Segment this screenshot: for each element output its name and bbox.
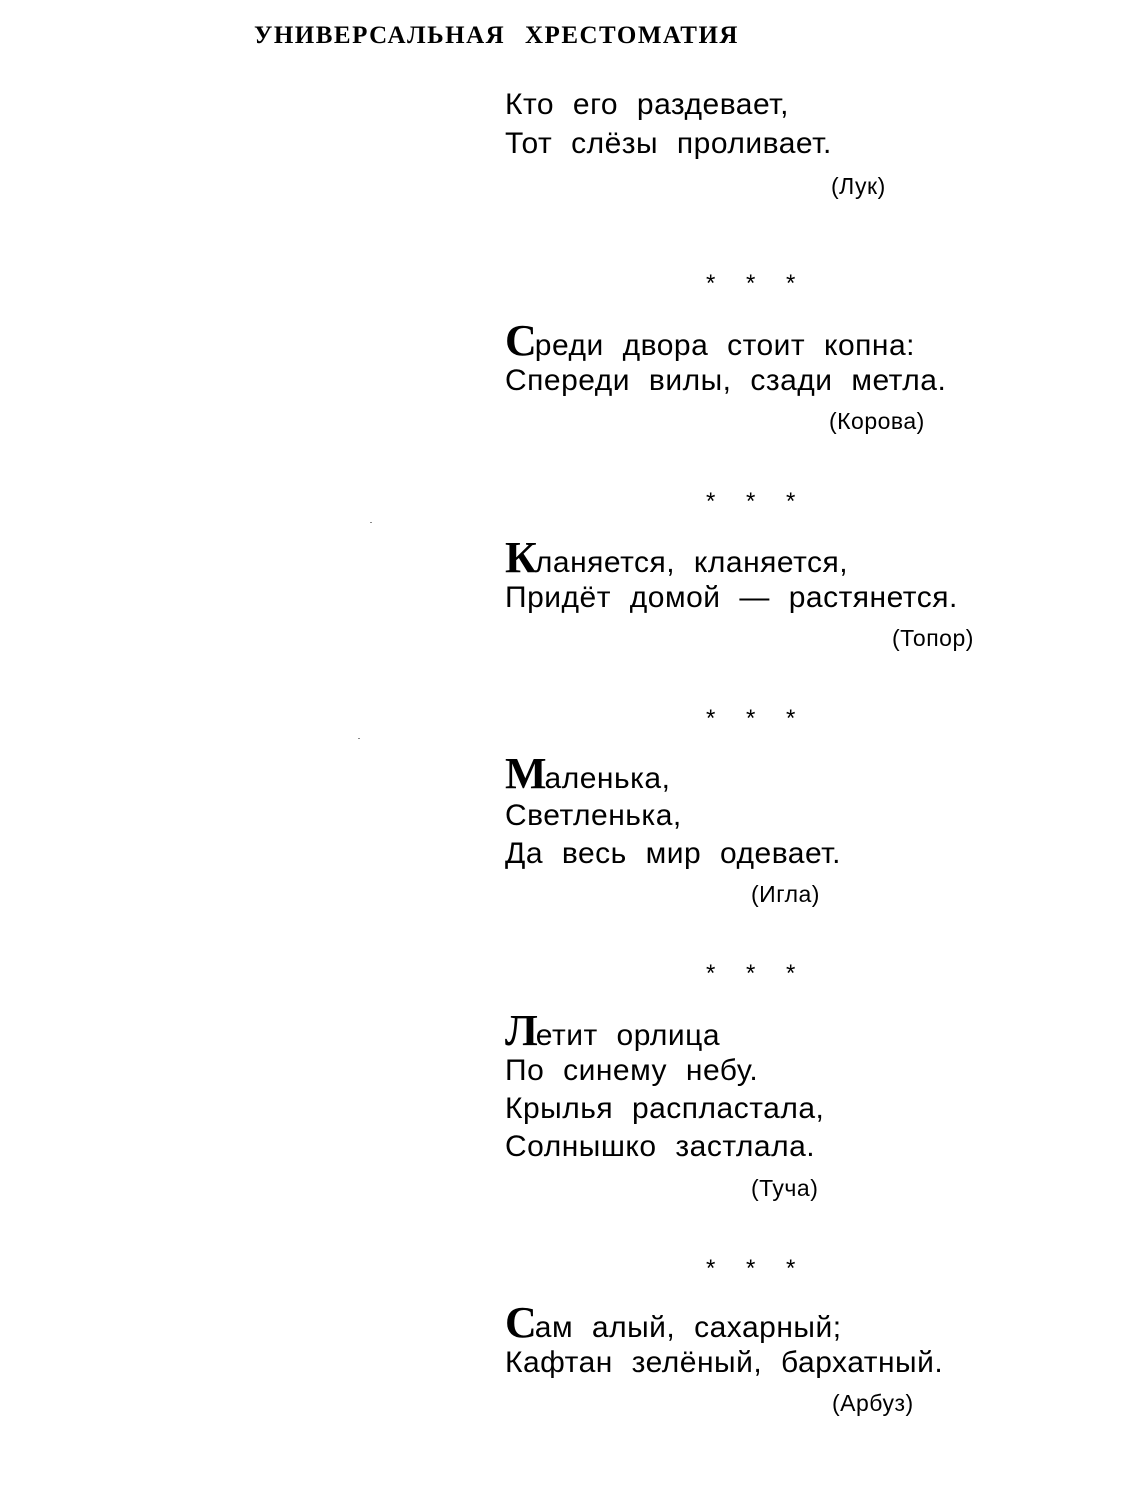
riddle-6-line-1 [505,1298,842,1347]
riddle-3-line-1 [505,533,849,582]
riddle-2-line-1 [505,316,915,365]
riddle-6-answer: (Арбуз) [832,1390,914,1416]
riddle-1-line-1: Кто его раздевает, [505,88,789,121]
separator-2: * * * [706,488,808,515]
riddle-3-answer: (Топор) [892,625,974,651]
riddle-5-line-1 [505,1006,721,1055]
riddle-1-line-2: Тот слёзы проливает. [505,127,832,160]
riddle-4-line-3: Да весь мир одевает. [505,837,841,870]
riddle-6-initial: С [505,1298,535,1347]
riddle-1-answer: (Лук) [831,173,886,199]
riddle-6-line-2: Кафтан зелёный, бархатный. [505,1346,944,1379]
riddle-4-line-1-text: аленька, [544,762,671,795]
riddle-5-line-2: По синему небу. [505,1054,759,1087]
riddle-3-line-2: Придёт домой — растянется. [505,581,958,614]
page-header: УНИВЕРСАЛЬНАЯ ХРЕСТОМАТИЯ [254,22,739,49]
scan-speck [358,738,360,739]
riddle-2-line-2: Спереди вилы, сзади метла. [505,364,947,397]
riddle-2-initial: С [505,316,535,365]
separator-3: * * * [706,705,808,732]
separator-1: * * * [706,270,808,297]
riddle-5-answer: (Туча) [751,1175,819,1201]
riddle-5-line-1-text: етит орлица [535,1019,721,1052]
riddle-5-initial: Л [505,1006,536,1055]
separator-4: * * * [706,960,808,987]
riddle-4-initial: М [505,749,545,798]
riddle-5-line-4: Солнышко застлала. [505,1130,816,1163]
riddle-4-line-1 [505,749,671,798]
riddle-6-line-1-text: ам алый, сахарный; [534,1311,842,1344]
riddle-4-line-2: Светленька, [505,799,682,832]
riddle-5-line-3: Крылья распластала, [505,1092,825,1125]
riddle-3-initial: К [505,533,535,582]
riddle-2-answer: (Корова) [829,408,925,434]
riddle-3-line-1-text: ланяется, кланяется, [534,546,849,579]
scan-speck [370,522,372,523]
separator-5: * * * [706,1255,808,1282]
riddle-4-answer: (Игла) [751,881,820,907]
riddle-2-line-1-text: реди двора стоит копна: [534,329,915,362]
